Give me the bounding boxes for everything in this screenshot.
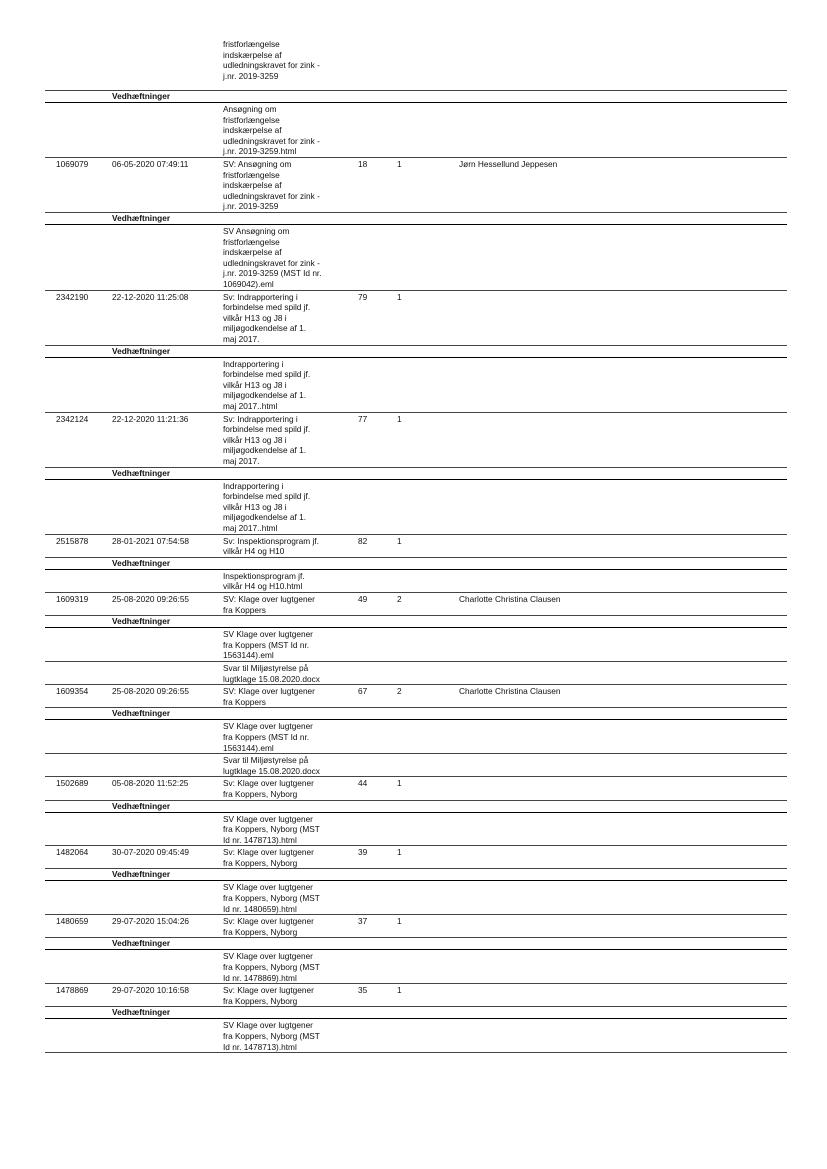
attachments-label: Vedhæftninger xyxy=(112,467,171,478)
message-id: 1069079 xyxy=(56,159,89,169)
attachments-label: Vedhæftninger xyxy=(112,213,171,223)
attachment-filename: SV Klage over lugtgener fra Koppers (MST Id nr. 1563144).eml xyxy=(223,629,313,661)
attachments-label: Vedhæftninger xyxy=(112,616,171,627)
attachment-filename: SV Klage over lugtgener fra Koppers, Nyborg (MST Id nr. 1478713).html xyxy=(223,813,320,845)
message-row xyxy=(45,984,787,1007)
message-id: 2342190 xyxy=(56,291,89,302)
message-date: 25-08-2020 09:26:55 xyxy=(112,686,190,697)
message-sender: Jørn Hessellund Jeppesen xyxy=(459,159,558,169)
attachment-filename: SV Klage over lugtgener fra Koppers, Nyborg (MST Id nr. 1478713).html xyxy=(223,1020,320,1052)
message-count: 39 xyxy=(358,847,368,858)
attachment-filename: Indrapportering i forbindelse med spild jf. vilkår H13 og J8 i miljøgodkendelse af 1. maj 2017..html xyxy=(223,358,311,411)
attachment-filename: SV Ansøgning om fristforlængelse indskærpelse af udledningskravet for zink - j.nr. 2019-3259 (MST Id nr. 1069042).eml xyxy=(223,226,322,289)
attachments-header xyxy=(45,558,787,570)
message-date: 25-08-2020 09:26:55 xyxy=(112,593,190,604)
message-id: 1482064 xyxy=(56,847,89,858)
attachment-filename: Svar til Miljøstyrelse på lugtklage 15.08.2020.docx xyxy=(223,755,320,776)
message-date: 29-07-2020 15:04:26 xyxy=(112,916,190,927)
attachment-row xyxy=(45,754,787,777)
attachment-count: 1 xyxy=(397,159,402,169)
attachments-header xyxy=(45,1007,787,1019)
message-subject: SV: Klage over lugtgener fra Koppers xyxy=(223,686,315,707)
attachment-row xyxy=(45,480,787,535)
message-row xyxy=(45,593,787,616)
attachment-row xyxy=(45,103,787,158)
message-id: 1609319 xyxy=(56,593,89,604)
message-count: 77 xyxy=(358,413,368,424)
message-id: 2342124 xyxy=(56,413,89,424)
top-fragment-row xyxy=(45,38,787,91)
attachments-label: Vedhæftninger xyxy=(112,938,171,949)
attachment-row xyxy=(45,225,787,291)
attachments-header xyxy=(45,616,787,628)
attachment-filename: Ansøgning om fristforlængelse indskærpelse af udledningskravet for zink - j.nr. 2019-3259.html xyxy=(223,104,320,157)
attachment-filename: Indrapportering i forbindelse med spild jf. vilkår H13 og J8 i miljøgodkendelse af 1. maj 2017..html xyxy=(223,480,311,533)
message-row xyxy=(45,685,787,708)
message-row xyxy=(45,413,787,468)
attachments-label: Vedhæftninger xyxy=(112,1007,171,1018)
attachments-header xyxy=(45,468,787,480)
attachment-row xyxy=(45,662,787,685)
message-count: 49 xyxy=(358,593,368,604)
attachment-row xyxy=(45,628,787,662)
message-id: 2515878 xyxy=(56,535,89,546)
message-id: 1480659 xyxy=(56,916,89,927)
message-date: 06-05-2020 07:49:11 xyxy=(112,159,189,169)
message-date: 22-12-2020 11:21:36 xyxy=(112,413,189,424)
attachments-label: Vedhæftninger xyxy=(112,91,171,101)
attachments-label: Vedhæftninger xyxy=(112,869,171,880)
message-subject: Sv: Klage over lugtgener fra Koppers, Nyborg xyxy=(223,985,314,1006)
attachment-count: 1 xyxy=(397,985,402,996)
message-subject: Sv: Indrapportering i forbindelse med spild jf. vilkår H13 og J8 i miljøgodkendelse af 1. maj 2017. xyxy=(223,413,311,466)
attachment-count: 1 xyxy=(397,413,402,424)
attachment-filename: SV Klage over lugtgener fra Koppers, Nyborg (MST Id nr. 1478869).html xyxy=(223,951,320,983)
message-count: 44 xyxy=(358,778,368,789)
message-date: 29-07-2020 10:16:58 xyxy=(112,985,190,996)
attachment-row xyxy=(45,950,787,984)
message-sender: Charlotte Christina Clausen xyxy=(459,686,561,697)
attachment-count: 1 xyxy=(397,847,402,858)
message-subject: Sv: Klage over lugtgener fra Koppers, Nyborg xyxy=(223,847,314,868)
attachment-filename: SV Klage over lugtgener fra Koppers (MST Id nr. 1563144).eml xyxy=(223,721,313,753)
message-sender: Charlotte Christina Clausen xyxy=(459,593,561,604)
attachment-count: 2 xyxy=(397,593,402,604)
document-table xyxy=(45,38,787,1053)
attachment-count: 1 xyxy=(397,916,402,927)
attachments-header xyxy=(45,213,787,225)
attachments-label: Vedhæftninger xyxy=(112,557,171,568)
attachment-row xyxy=(45,570,787,593)
attachment-filename: SV Klage over lugtgener fra Koppers, Nyborg (MST Id nr. 1480659).html xyxy=(223,882,320,914)
message-subject: SV: Klage over lugtgener fra Koppers xyxy=(223,593,315,615)
attachment-count: 2 xyxy=(397,686,402,697)
message-row xyxy=(45,535,787,558)
attachment-filename: Inspektionsprogram jf. vilkår H4 og H10.html xyxy=(223,570,305,592)
message-id: 1609354 xyxy=(56,686,89,697)
attachments-header xyxy=(45,869,787,881)
attachment-filename: Svar til Miljøstyrelse på lugtklage 15.08.2020.docx xyxy=(223,662,320,684)
message-subject: Sv: Indrapportering i forbindelse med spild jf. vilkår H13 og J8 i miljøgodkendelse af 1. maj 2017. xyxy=(223,291,311,344)
message-count: 79 xyxy=(358,291,368,302)
attachments-header xyxy=(45,91,787,103)
message-row xyxy=(45,777,787,800)
attachments-label: Vedhæftninger xyxy=(112,345,171,356)
message-id: 1478869 xyxy=(56,985,89,996)
message-id: 1502689 xyxy=(56,778,89,789)
message-row xyxy=(45,915,787,938)
message-row xyxy=(45,846,787,869)
message-subject: Sv: Inspektionsprogram jf. vilkår H4 og H10 xyxy=(223,535,319,557)
message-count: 18 xyxy=(358,159,368,169)
attachment-count: 1 xyxy=(397,291,402,302)
message-date: 30-07-2020 09:45:49 xyxy=(112,847,190,858)
attachment-row xyxy=(45,813,787,847)
attachments-label: Vedhæftninger xyxy=(112,800,171,811)
message-row xyxy=(45,158,787,213)
message-count: 37 xyxy=(358,916,368,927)
attachment-row xyxy=(45,1019,787,1053)
message-subject: SV: Ansøgning om fristforlængelse indskærpelse af udledningskravet for zink - j.nr. 2019-3259 xyxy=(223,159,320,212)
message-date: 28-01-2021 07:54:58 xyxy=(112,535,190,546)
attachment-row xyxy=(45,881,787,915)
attachments-label: Vedhæftninger xyxy=(112,708,171,719)
attachment-row xyxy=(45,358,787,413)
message-count: 67 xyxy=(358,686,368,697)
message-date: 05-08-2020 11:52:25 xyxy=(112,778,189,789)
attachment-count: 1 xyxy=(397,778,402,789)
attachments-header xyxy=(45,346,787,358)
message-row xyxy=(45,291,787,346)
attachment-row xyxy=(45,720,787,754)
attachment-count: 1 xyxy=(397,535,402,546)
attachments-header xyxy=(45,708,787,720)
message-subject: Sv: Klage over lugtgener fra Koppers, Nyborg xyxy=(223,916,314,937)
attachments-header xyxy=(45,801,787,813)
message-count: 35 xyxy=(358,985,368,996)
message-date: 22-12-2020 11:25:08 xyxy=(112,291,189,302)
message-subject: Sv: Klage over lugtgener fra Koppers, Nyborg xyxy=(223,778,314,799)
top-fragment-subject: fristforlængelse indskærpelse af udledningskravet for zink - j.nr. 2019-3259 xyxy=(223,39,320,81)
attachments-header xyxy=(45,938,787,950)
message-count: 82 xyxy=(358,535,368,546)
